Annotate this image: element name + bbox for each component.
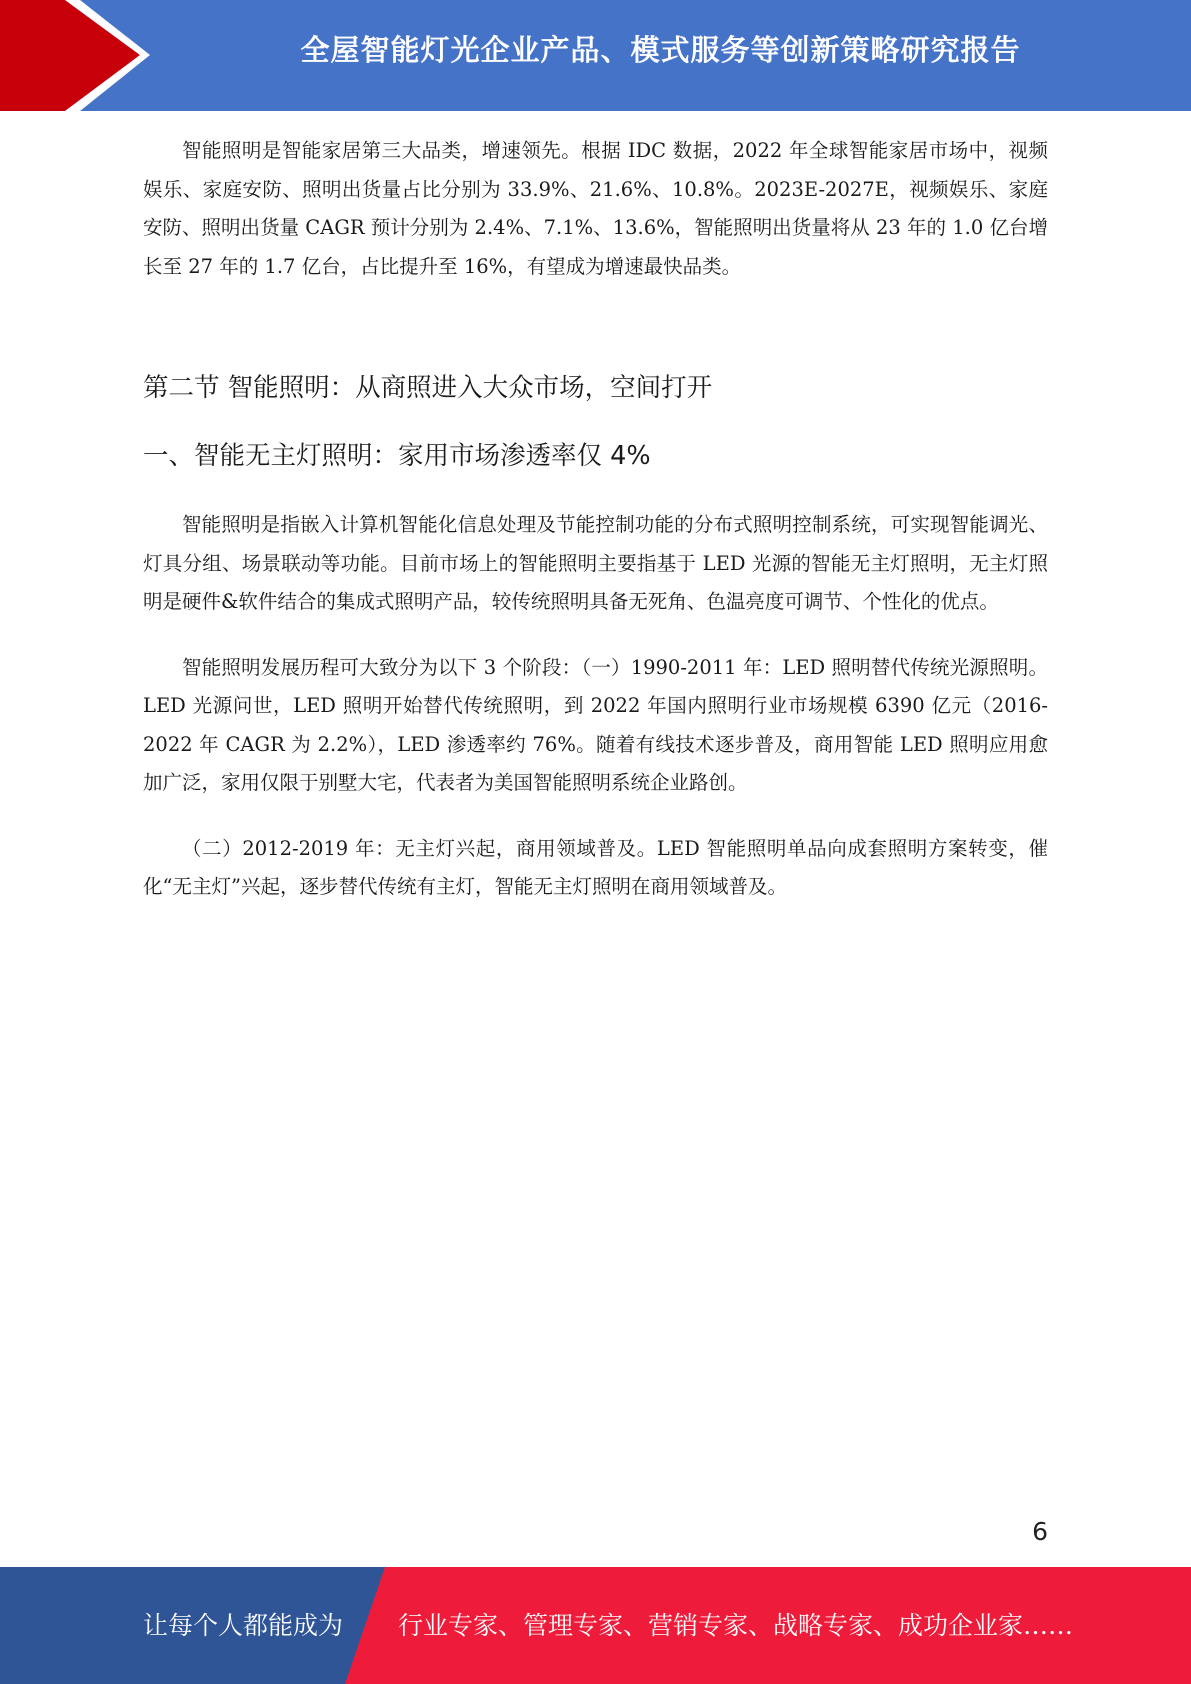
footer-slogan-left: 让每个人都能成为 (143, 1611, 344, 1640)
paragraph-market-share: 智能照明是智能家居第三大品类，增速领先。根据 IDC 数据，2022 年全球智能家居市场中，视频娱乐、家庭安防、照明出货量占比分别为 33.9%、21.6%、10.8%。2023E-2027E，视频娱乐、家庭安防、照明出货量 CAGR 预计分别为 2.4%、7.1%、13.6%，智能照明出货量将从 23 年的 1.0 亿台增长至 27 年的 1.7 亿台，占比提升至 16%，有望成为增速最快品类。 (143, 139, 1048, 278)
section-heading: 第二节 智能照明：从商照进入大众市场，空间打开 (143, 373, 713, 403)
report-title: 全屋智能灯光企业产品、模式服务等创新策略研究报告 (300, 33, 1021, 67)
paragraph-definition: 智能照明是指嵌入计算机智能化信息处理及节能控制功能的分布式照明控制系统，可实现智能调光、灯具分组、场景联动等功能。目前市场上的智能照明主要指基于 LED 光源的智能无主灯照明，无主灯照明是硬件&软件结合的集成式照明产品，较传统照明具备无死角、色温亮度可调节、个性化的优点。 (143, 513, 1048, 613)
footer-banner (0, 1567, 1191, 1684)
paragraph-history-stage-1: 智能照明发展历程可大致分为以下 3 个阶段：（一）1990-2011 年：LED 照明替代传统光源照明。LED 光源问世，LED 照明开始替代传统照明，到 2022 年国内照明行业市场规模 6390 亿元（2016-2022 年 CAGR 为 2.2%），LED 渗透率约 76%。随着有线技术逐步普及，商用智能 LED 照明应用愈加广泛，家用仅限于别墅大宅，代表者为美国智能照明系统企业路创。 (143, 655, 1048, 794)
page-number: 6 (1032, 1517, 1048, 1546)
header-chevron-decoration (0, 0, 160, 111)
header-banner (0, 0, 1191, 111)
paragraph-history-stage-2: （二）2012-2019 年：无主灯兴起，商用领域普及。LED 智能照明单品向成套照明方案转变，催化“无主灯”兴起，逐步替代传统有主灯，智能无主灯照明在商用领域普及。 (143, 836, 1048, 898)
footer-slogan-right: 行业专家、管理专家、营销专家、战略专家、成功企业家…… (398, 1611, 1074, 1640)
document-body (143, 132, 1048, 907)
sub-heading: 一、智能无主灯照明：家用市场渗透率仅 4% (143, 441, 651, 471)
